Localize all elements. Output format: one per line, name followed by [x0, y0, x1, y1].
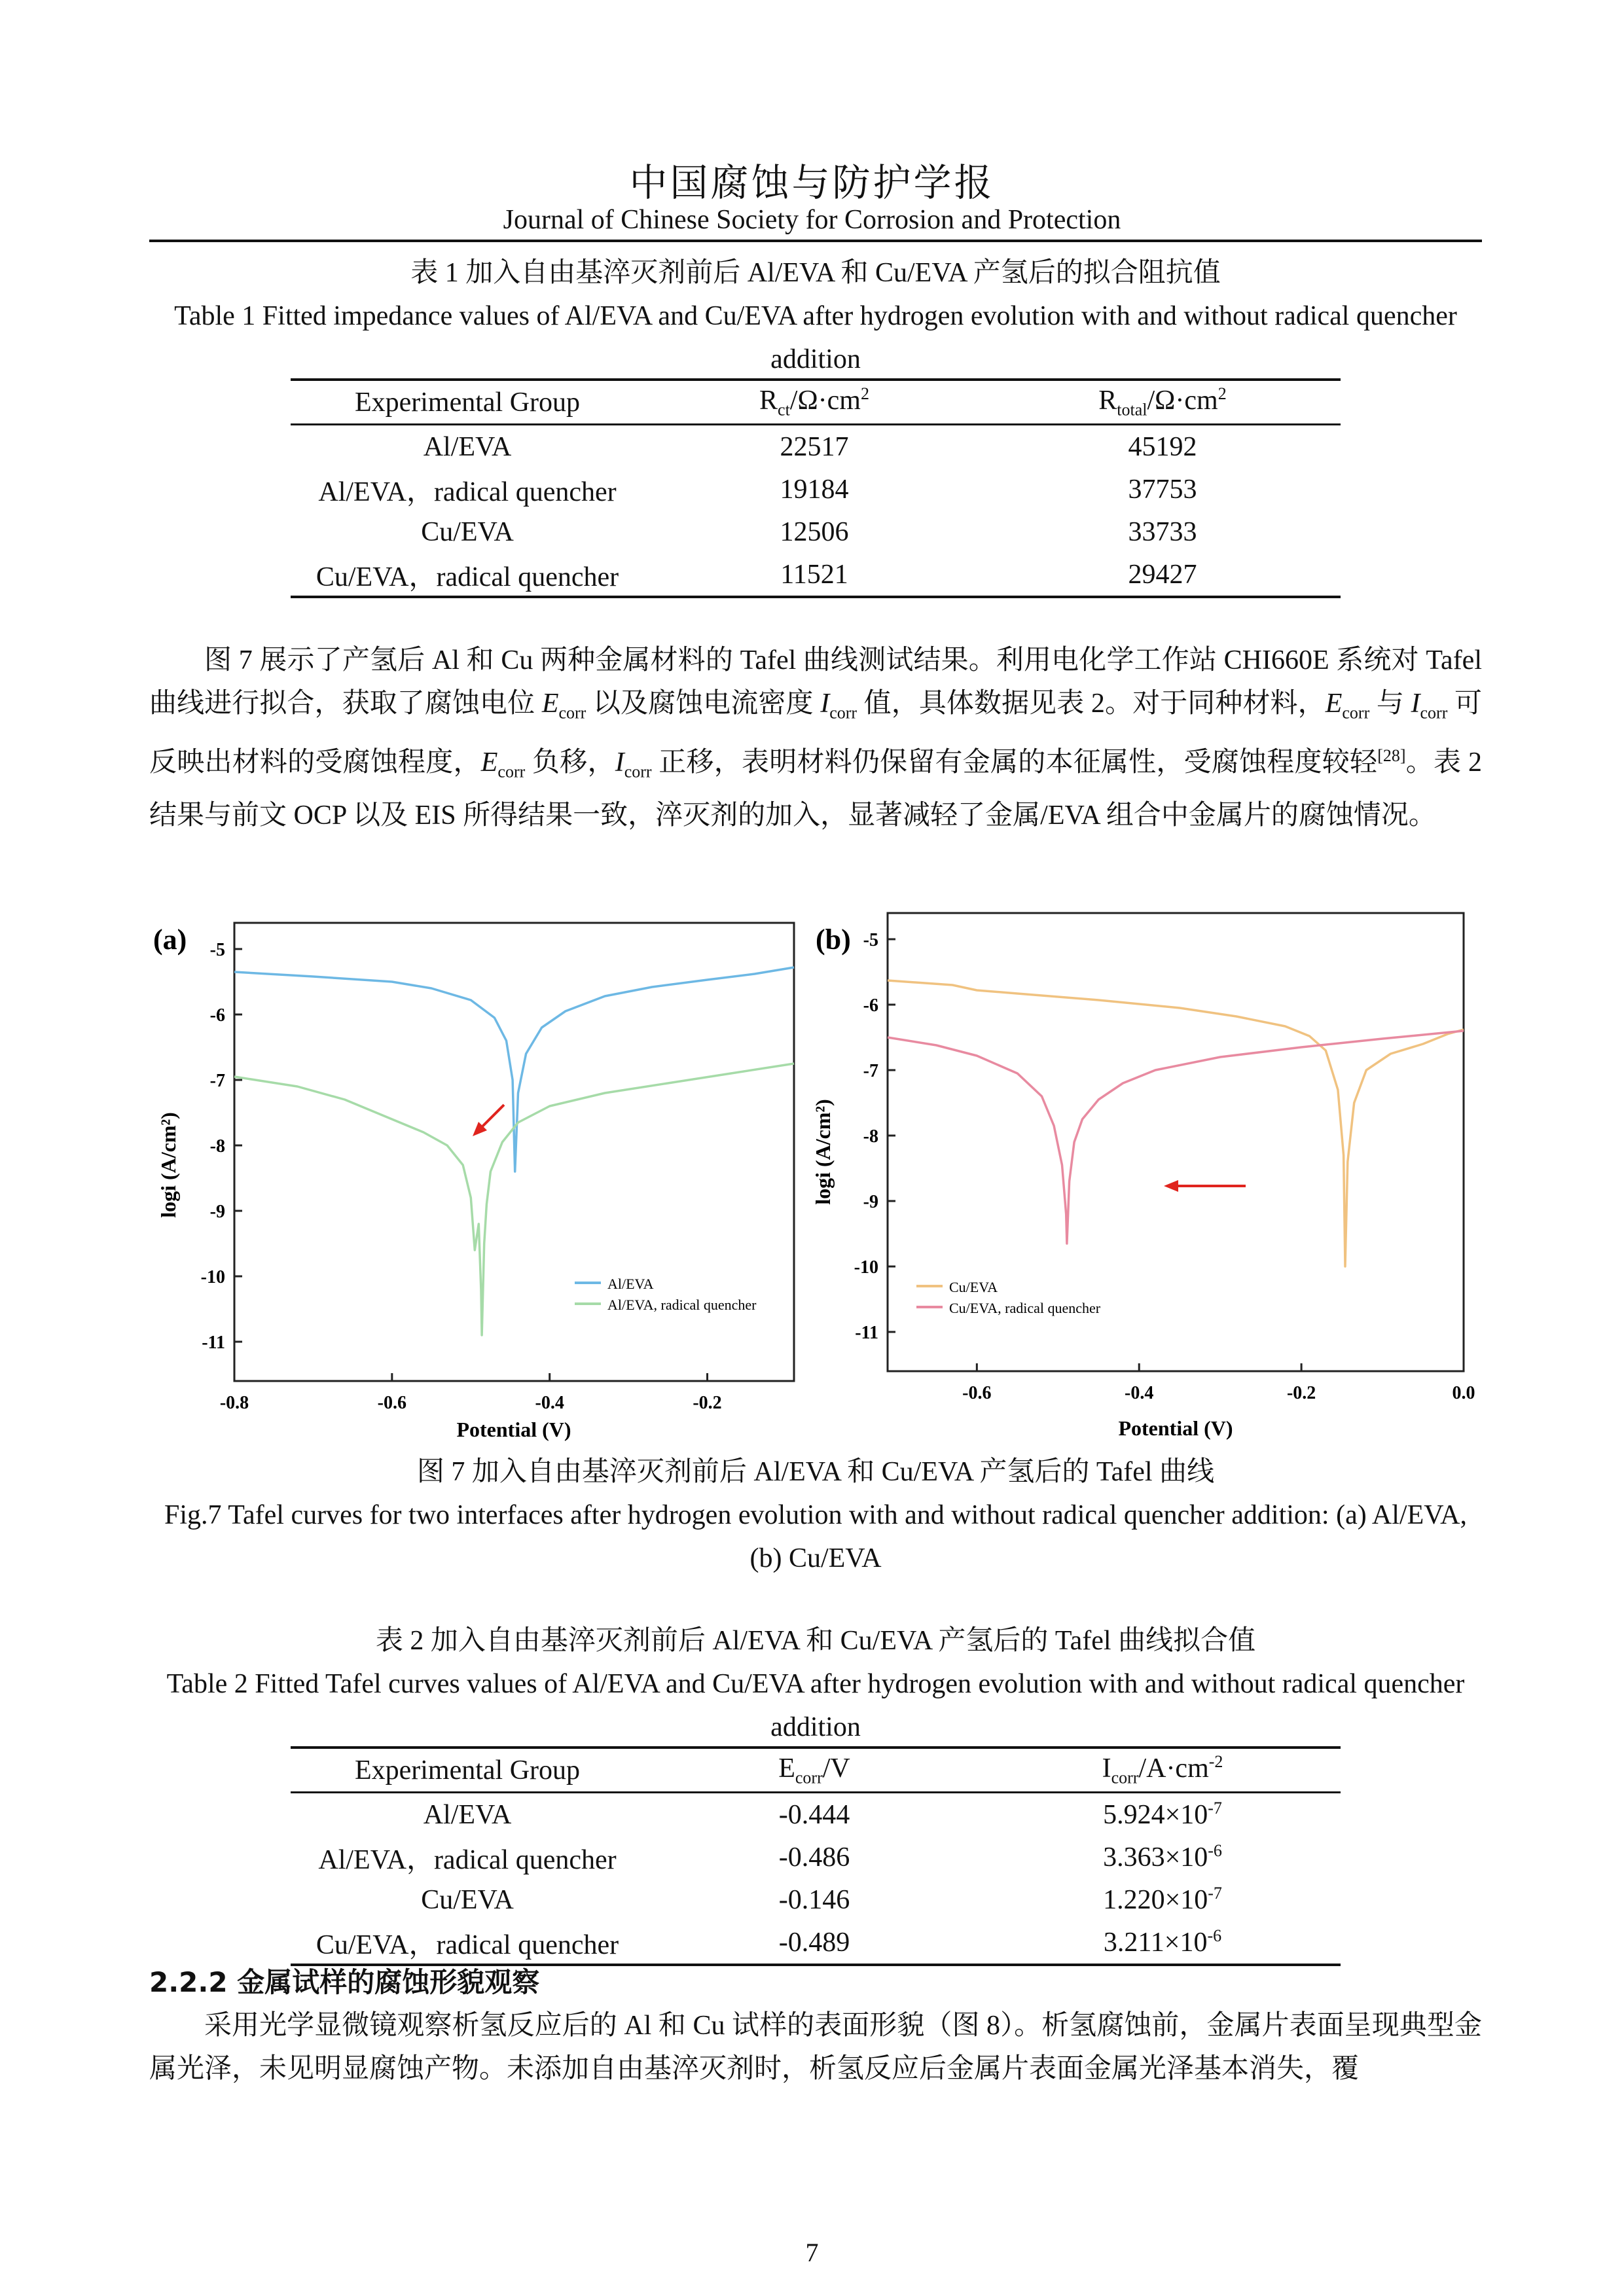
table-row	[291, 1921, 1341, 1965]
panel-a-arrow	[473, 1105, 504, 1136]
table1-cell-rtotal: 29427	[984, 553, 1341, 597]
table1-cell-rtotal: 37753	[1128, 474, 1197, 505]
table1-cell-rtotal: 33733	[1128, 516, 1197, 547]
icorr-subscript: corr	[1420, 703, 1448, 723]
para-text: 图 7 展示了产氢后 Al 和 Cu 两种金属材料的 Tafel 曲线测试结果。利用电化学工作站 CHI660E 系统对 Tafel 曲线进行拟合，获取了腐蚀电位	[149, 645, 1482, 719]
panel-a-y-tick-label: -8	[209, 1136, 225, 1157]
rct-symbol: R	[759, 386, 778, 416]
para-text: 。表 2 结果与前文 OCP 以及 EIS 所得结果一致，淬灭剂的加入，显著减轻了金属/EVA 组合中金属片的腐蚀情况。	[149, 747, 1482, 831]
panel-b-arrow-head	[1164, 1180, 1178, 1192]
table1-cell-group: Cu/EVA	[421, 516, 514, 547]
panel-b-arrow	[1164, 1180, 1246, 1192]
panel-a-ylabel: logi (A/cm²)	[156, 1112, 180, 1218]
ecorr-subscript: corr	[497, 762, 526, 781]
panel-b-ylabel: logi (A/cm²)	[811, 1099, 835, 1205]
panel-a-series-line-0	[234, 967, 794, 1172]
icorr-exponent: -6	[1208, 1841, 1222, 1860]
panel-a-arrow-shaft	[482, 1105, 504, 1127]
panel-b-x-tick-label: -0.6	[962, 1383, 992, 1403]
panel-b-x-tick-label: 0.0	[1452, 1383, 1475, 1403]
rtotal-unit: /Ω·cm	[1147, 386, 1218, 416]
icorr-value: 3.363×10	[1103, 1842, 1208, 1873]
table2-caption-cn: 表 2 加入自由基淬灭剂前后 Al/EVA 和 Cu/EVA 产氢后的 Tafel 曲线拟合值	[375, 1626, 1256, 1656]
table2-cell-icorr	[984, 1921, 1341, 1965]
ecorr-col-symbol: E	[778, 1753, 795, 1784]
icorr-exponent: -7	[1208, 1799, 1222, 1818]
table-row	[291, 1836, 1341, 1878]
journal-title-en: Journal of Chinese Society for Corrosion and Protection	[503, 205, 1121, 235]
table1-caption-cn: 表 1 加入自由基淬灭剂前后 Al/EVA 和 Cu/EVA 产氢后的拟合阻抗值	[410, 258, 1221, 288]
table1-cell-group: Al/EVA，radical quencher	[318, 476, 617, 507]
icorr-col-symbol: I	[1102, 1753, 1111, 1784]
table2-cell-group: Al/EVA，radical quencher	[318, 1844, 617, 1875]
table1	[291, 378, 1341, 598]
panel-b-xlabel: Potential (V)	[1118, 1416, 1233, 1440]
table2-col-icorr	[984, 1748, 1341, 1793]
header-rule	[149, 240, 1482, 242]
table-row	[291, 1878, 1341, 1921]
table1-cell-group: Al/EVA	[423, 431, 512, 462]
table2-cell-ecorr: -0.486	[778, 1842, 850, 1873]
table1-col-group: Experimental Group	[291, 380, 644, 425]
icorr-exponent: -6	[1207, 1926, 1222, 1945]
icorr-col-unit: /A·cm	[1138, 1753, 1209, 1784]
table2-col-group: Experimental Group	[291, 1748, 644, 1793]
table-row	[291, 511, 1341, 553]
icorr-col-subscript: corr	[1111, 1768, 1139, 1787]
rtotal-subscript: total	[1117, 400, 1147, 420]
para-text: 与	[1369, 689, 1411, 719]
table1-cell-rct: 11521	[644, 553, 984, 597]
panel-b-y-tick-label: -7	[863, 1061, 878, 1081]
panel-a-x-tick-label: -0.4	[535, 1393, 564, 1413]
rct-unit: /Ω·cm	[789, 386, 861, 416]
rtotal-symbol: R	[1098, 386, 1117, 416]
rct-subscript: ct	[778, 400, 790, 420]
panel-b-series-line-0	[888, 980, 1464, 1266]
ecorr-symbol: E	[1325, 689, 1343, 719]
panel-b-series	[888, 980, 1464, 1266]
panel-b-y-tick-label: -11	[855, 1323, 878, 1343]
icorr-symbol: I	[615, 747, 624, 778]
panel-a	[153, 923, 794, 1441]
panel-a-xlabel: Potential (V)	[456, 1418, 571, 1441]
citation-ref[interactable]: [28]	[1377, 746, 1406, 766]
panel-b-x-ticks	[962, 1363, 1475, 1403]
para-text: 可反映出材料的受腐蚀程度，	[149, 689, 1482, 778]
table-row	[291, 1793, 1341, 1837]
panel-a-y-tick-label: -5	[209, 940, 225, 960]
table2-cell-group: Al/EVA	[423, 1799, 512, 1830]
icorr-value: 3.211×10	[1103, 1928, 1208, 1958]
table2-header-row	[291, 1748, 1341, 1793]
body-paragraph-2	[149, 2004, 1482, 2090]
legend-label-al-quencher: Al/EVA, radical quencher	[607, 1297, 757, 1313]
para-text: 以及腐蚀电流密度	[586, 689, 821, 719]
icorr-value: 1.220×10	[1103, 1885, 1208, 1915]
panel-b-y-tick-label: -6	[863, 996, 878, 1016]
para-text: 值，具体数据见表 2。对于同种材料，	[857, 689, 1326, 719]
panel-a-y-tick-label: -6	[209, 1005, 225, 1026]
panel-a-y-tick-label: -9	[209, 1202, 225, 1222]
panel-b-y-ticks	[854, 930, 895, 1343]
table1-cell-group: Cu/EVA，radical quencher	[291, 553, 644, 597]
table2-cell-group: Cu/EVA，radical quencher	[291, 1921, 644, 1965]
icorr-subscript: corr	[624, 762, 652, 781]
journal-title-cn: 中国腐蚀与防护学报	[629, 162, 995, 204]
panel-a-y-tick-label: -7	[209, 1071, 225, 1091]
figure7-caption-cn: 图 7 加入自由基淬灭剂前后 Al/EVA 和 Cu/EVA 产氢后的 Tafel 曲线	[416, 1457, 1215, 1487]
icorr-exponent: -7	[1208, 1884, 1222, 1903]
panel-a-series	[234, 967, 794, 1335]
table2-cell-ecorr: -0.444	[778, 1799, 850, 1830]
para-text: 负移，	[525, 747, 615, 778]
panel-a-y-tick-label: -11	[202, 1333, 225, 1353]
icorr-symbol: I	[1411, 689, 1420, 719]
panel-a-y-ticks	[201, 940, 242, 1353]
panel-a-label: (a)	[153, 924, 187, 956]
panel-a-legend	[575, 1276, 757, 1313]
rct-superscript: 2	[860, 384, 869, 404]
panel-b-y-tick-label: -5	[863, 930, 878, 950]
table1-col-rct	[644, 380, 984, 425]
figure7-caption-en: Fig.7 Tafel curves for two interfaces after hydrogen evolution with and without radical quencher addition: (a) Al/EVA, (b) Cu/EVA	[164, 1500, 1467, 1573]
icorr-subscript: corr	[829, 703, 857, 723]
table2	[291, 1746, 1341, 1966]
ecorr-col-subscript: corr	[795, 1768, 823, 1787]
para-text: 正移，表明材料仍保留有金属的本征属性，受腐蚀程度较轻	[651, 747, 1378, 778]
icorr-col-superscript: -2	[1208, 1752, 1223, 1772]
page-number: 7	[805, 2238, 819, 2267]
panel-a-y-tick-label: -10	[200, 1267, 225, 1287]
section-heading: 2.2.2 金属试样的腐蚀形貌观察	[149, 1966, 540, 1998]
table1-cell-rct: 22517	[780, 431, 849, 462]
section-body-text: 采用光学显微镜观察析氢反应后的 Al 和 Cu 试样的表面形貌（图 8）。析氢腐蚀前，金属片表面呈现典型金属光泽，未见明显腐蚀产物。未添加自由基淬灭剂时，析氢反应后金属片表面金属光泽基本消失，覆	[149, 2011, 1482, 2084]
icorr-value: 5.924×10	[1103, 1800, 1208, 1830]
table2-col-ecorr	[644, 1748, 984, 1793]
table1-header-row	[291, 380, 1341, 425]
panel-a-x-tick-label: -0.6	[377, 1393, 407, 1413]
table1-cell-rct: 12506	[780, 516, 849, 547]
panel-b-x-tick-label: -0.2	[1286, 1383, 1316, 1403]
ecorr-symbol: E	[541, 689, 559, 719]
ecorr-symbol: E	[480, 747, 498, 778]
figure7	[149, 890, 1482, 1466]
panel-b-y-tick-label: -8	[863, 1126, 878, 1147]
ecorr-col-unit: /V	[822, 1753, 850, 1784]
rtotal-superscript: 2	[1218, 384, 1227, 404]
panel-b-x-tick-label: -0.4	[1125, 1383, 1154, 1403]
table1-cell-rct: 19184	[780, 474, 849, 505]
legend-label-cu-quencher: Cu/EVA, radical quencher	[949, 1300, 1101, 1316]
table-row	[291, 553, 1341, 597]
table2-cell-group: Cu/EVA	[421, 1884, 514, 1915]
panel-a-x-tick-label: -0.2	[693, 1393, 722, 1413]
table2-cell-icorr	[984, 1793, 1341, 1837]
table1-cell-rtotal: 45192	[1128, 431, 1197, 462]
table2-cell-ecorr: -0.489	[644, 1921, 984, 1965]
body-paragraph-1	[149, 639, 1482, 837]
ecorr-subscript: corr	[558, 703, 586, 723]
panel-a-x-tick-label: -0.8	[219, 1393, 249, 1413]
table2-cell-ecorr: -0.146	[778, 1884, 850, 1915]
table2-cell-icorr	[984, 1878, 1341, 1921]
table-row	[291, 468, 1341, 511]
table-row	[291, 425, 1341, 469]
table1-col-rtotal	[984, 380, 1341, 425]
panel-b-y-tick-label: -10	[854, 1257, 878, 1278]
panel-b-y-tick-label: -9	[863, 1192, 878, 1212]
panel-b-legend	[916, 1279, 1101, 1316]
table1-caption-en: Table 1 Fitted impedance values of Al/EVA and Cu/EVA after hydrogen evolution with and without radical quencher addition	[174, 301, 1457, 374]
icorr-symbol: I	[820, 689, 830, 719]
ecorr-subscript: corr	[1342, 703, 1370, 723]
panel-a-x-ticks	[220, 1373, 722, 1413]
panel-b	[811, 913, 1475, 1440]
table2-caption-en: Table 2 Fitted Tafel curves values of Al/EVA and Cu/EVA after hydrogen evolution with and without radical quencher addition	[166, 1669, 1465, 1742]
legend-label-cu: Cu/EVA	[949, 1279, 998, 1295]
table2-cell-icorr	[984, 1836, 1341, 1878]
panel-b-label: (b)	[816, 924, 851, 956]
legend-label-al: Al/EVA	[607, 1276, 654, 1292]
